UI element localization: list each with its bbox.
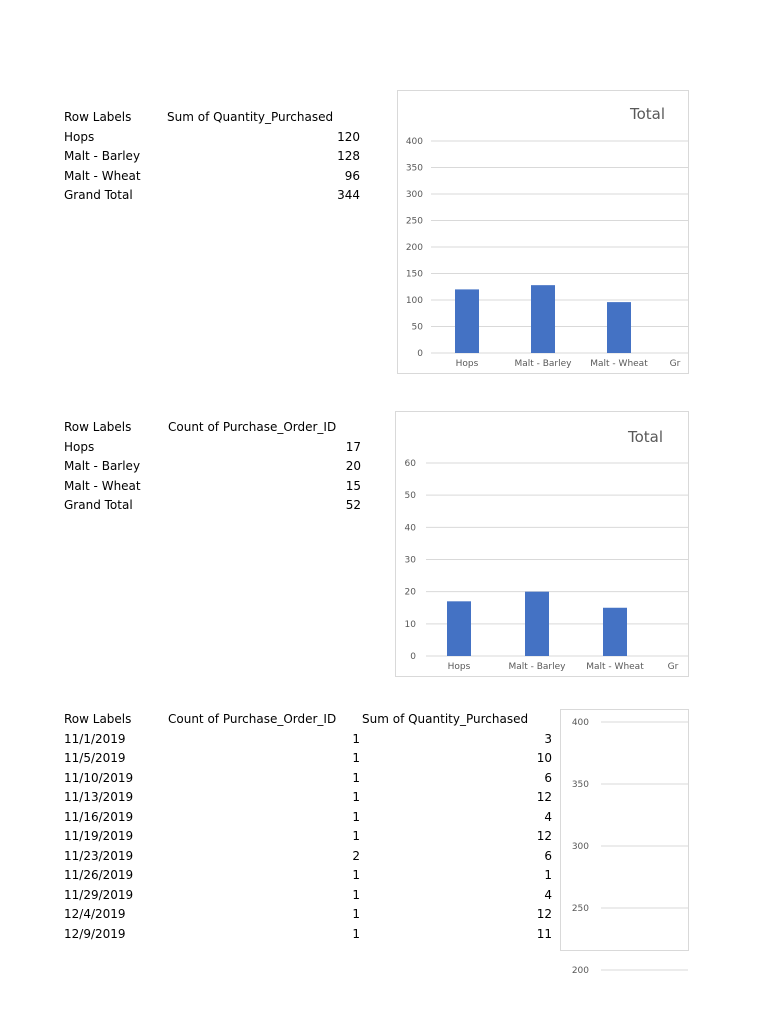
table-row	[64, 477, 364, 497]
table-row	[64, 886, 554, 906]
y-tick-label: 350	[571, 780, 589, 790]
cell-value: 128	[337, 149, 360, 163]
y-tick-label: 50	[404, 491, 416, 502]
table-row	[64, 147, 364, 167]
sum-cell: 4	[544, 887, 552, 902]
row-label: Malt - Wheat	[64, 168, 141, 183]
y-tick-label: 200	[571, 966, 589, 976]
y-tick-label: 250	[571, 904, 589, 914]
pivot-table-count	[64, 418, 364, 516]
column-header: Sum of Quantity_Purchased	[362, 712, 529, 726]
table-row	[64, 438, 364, 458]
y-tick-label: 400	[405, 137, 423, 147]
table-row	[64, 866, 554, 886]
column-header: Row Labels	[64, 420, 132, 434]
bar[interactable]	[455, 289, 479, 353]
chart-title: Total	[628, 428, 664, 446]
column-header: Count of Purchase_Order_ID	[168, 420, 337, 434]
sum-cell: 10	[536, 751, 552, 765]
table-row	[64, 827, 554, 847]
x-tick-label: Malt - Wheat	[586, 662, 644, 672]
y-tick-label: 250	[405, 216, 423, 227]
sum-cell: 4	[544, 809, 552, 824]
row-label: 11/13/2019	[64, 790, 134, 804]
row-label: Hops	[64, 129, 95, 144]
cell-value: 15	[345, 478, 361, 493]
x-tick-label: Hops	[455, 359, 479, 369]
count-cell: 2	[352, 848, 360, 863]
column-header: Row Labels	[64, 110, 132, 124]
row-label: Malt - Wheat	[64, 478, 141, 493]
table-header-row	[64, 710, 554, 730]
row-label: Malt - Barley	[64, 459, 141, 473]
count-cell: 1	[352, 751, 360, 765]
x-tick-label: Malt - Barley	[508, 662, 566, 672]
y-tick-label: 350	[405, 163, 423, 174]
column-header: Count of Purchase_Order_ID	[168, 712, 337, 726]
row-label: 11/23/2019	[64, 848, 134, 863]
table-row	[64, 730, 554, 750]
row-label: 11/16/2019	[64, 809, 134, 824]
count-cell: 1	[352, 790, 360, 804]
y-tick-label: 150	[405, 269, 423, 280]
x-tick-label: Gr	[669, 359, 681, 369]
row-label: Malt - Barley	[64, 149, 141, 163]
bar[interactable]	[607, 302, 631, 353]
table-row	[64, 788, 554, 808]
y-tick-label: 60	[404, 459, 416, 469]
cell-value: 17	[345, 439, 361, 454]
sum-cell: 12	[536, 907, 552, 921]
row-label: 11/5/2019	[64, 751, 126, 765]
y-tick-label: 10	[404, 619, 416, 630]
bar-chart-count[interactable]	[395, 411, 689, 677]
y-tick-label: 100	[405, 296, 423, 306]
table-row	[64, 905, 554, 925]
sum-cell: 11	[536, 926, 552, 941]
row-label: 12/9/2019	[64, 926, 126, 941]
bar-chart-by-date[interactable]	[560, 709, 689, 976]
table-row	[64, 496, 364, 516]
sum-cell: 12	[536, 829, 552, 843]
sum-cell: 12	[536, 790, 552, 804]
count-cell: 1	[352, 829, 360, 843]
y-tick-label: 300	[405, 190, 423, 200]
table-row	[64, 847, 554, 867]
table-row	[64, 128, 364, 148]
cell-value: 20	[345, 459, 361, 473]
row-label: 11/1/2019	[64, 731, 126, 746]
column-header: Sum of Quantity_Purchased	[167, 110, 334, 124]
cell-value: 120	[337, 129, 360, 144]
sum-cell: 1	[544, 868, 552, 882]
sum-cell: 6	[544, 770, 552, 785]
pivot-table-by-date	[64, 710, 554, 944]
table-header-row	[64, 418, 364, 438]
x-tick-label: Malt - Barley	[514, 359, 572, 369]
row-label: Grand Total	[64, 188, 133, 202]
row-label: 11/26/2019	[64, 868, 134, 882]
chart-svg	[398, 91, 688, 373]
sum-cell: 6	[544, 848, 552, 863]
row-label: Grand Total	[64, 498, 133, 512]
sum-cell: 3	[544, 731, 552, 746]
y-tick-label: 200	[405, 243, 423, 253]
bar[interactable]	[531, 285, 555, 353]
count-cell: 1	[352, 809, 360, 824]
bar-chart-quantity[interactable]	[397, 90, 689, 374]
table-row	[64, 925, 554, 945]
y-tick-label: 0	[410, 652, 416, 662]
cell-value: 344	[337, 188, 360, 202]
y-tick-label: 30	[404, 555, 416, 566]
table-row	[64, 749, 554, 769]
chart-title: Total	[630, 105, 666, 123]
x-tick-label: Gr	[667, 662, 679, 672]
row-label: 12/4/2019	[64, 907, 126, 921]
count-cell: 1	[352, 770, 360, 785]
count-cell: 1	[352, 868, 360, 882]
y-tick-label: 300	[571, 842, 589, 852]
x-tick-label: Malt - Wheat	[590, 359, 648, 369]
row-label: 11/29/2019	[64, 887, 134, 902]
table-row	[64, 457, 364, 477]
cell-value: 96	[344, 168, 360, 183]
table-row	[64, 167, 364, 187]
y-tick-label: 0	[417, 349, 423, 359]
chart-svg	[396, 412, 688, 676]
row-label: 11/19/2019	[64, 829, 134, 843]
column-header: Row Labels	[64, 712, 132, 726]
table-row	[64, 186, 364, 206]
y-tick-label: 20	[404, 587, 416, 598]
count-cell: 1	[352, 907, 360, 921]
x-tick-label: Hops	[447, 662, 471, 672]
count-cell: 1	[352, 887, 360, 902]
y-tick-label: 50	[411, 322, 423, 333]
table-row	[64, 769, 554, 789]
row-label: Hops	[64, 439, 95, 454]
bar[interactable]	[525, 592, 549, 656]
y-tick-label: 400	[571, 718, 589, 728]
table-header-row	[64, 108, 364, 128]
y-tick-label: 40	[404, 523, 416, 534]
bar[interactable]	[603, 608, 627, 656]
count-cell: 1	[352, 926, 360, 941]
pivot-table-quantity	[64, 108, 364, 206]
bar[interactable]	[447, 601, 471, 656]
row-label: 11/10/2019	[64, 770, 134, 785]
table-row	[64, 808, 554, 828]
cell-value: 52	[345, 498, 361, 512]
count-cell: 1	[352, 731, 360, 746]
chart-svg	[561, 710, 688, 976]
